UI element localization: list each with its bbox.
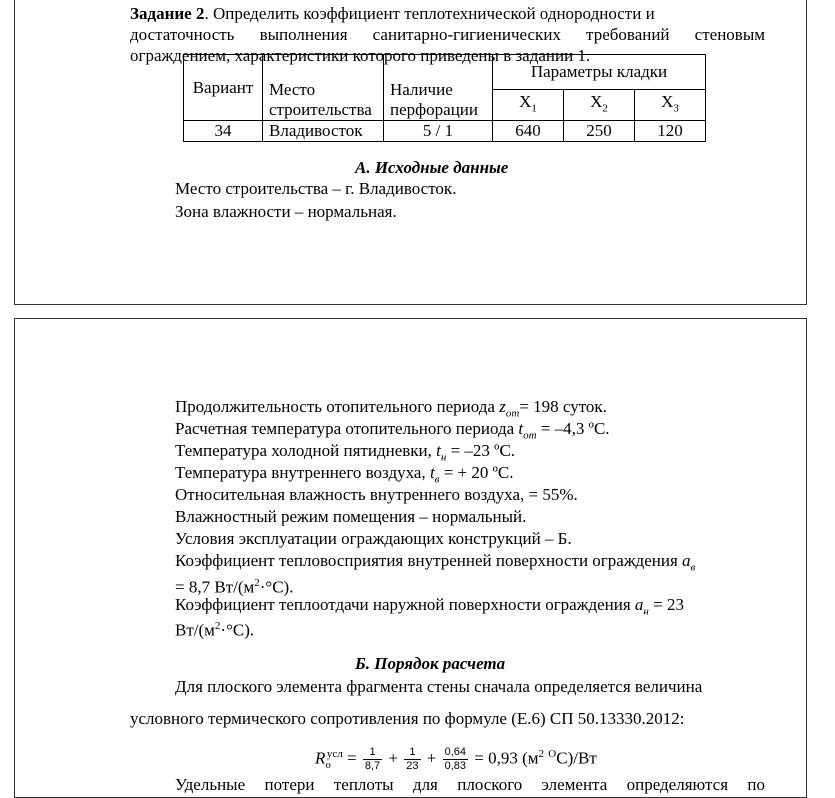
- heating-temp-line: Расчетная температура отопительного периода $t_{от} = -4,3$ ºС.: [175, 419, 610, 442]
- page-1: [14, 0, 807, 305]
- heating-period-line: Продолжительность отопительного периода $z_{от}= 198$ суток.: [175, 397, 607, 420]
- task-line-3: ограждением, характеристики которого приведены в задании 1.: [130, 46, 591, 65]
- calc-line-1: Для плоского элемента фрагмента стены сначала определяется величина: [175, 677, 703, 696]
- fraction-3: $\frac{0,64}{0,83}$: [444, 746, 467, 773]
- inner-coeff-line-2: = 8,7 $Вт/(м^2\cdot^\circ С)$.: [175, 577, 294, 597]
- header-perforation: Наличие перфорации: [384, 55, 493, 121]
- section-a-line-2: Зона влажности – нормальная.: [175, 202, 397, 221]
- header-x3: $Х_3$: [635, 90, 706, 121]
- header-x1: $Х_1$: [493, 90, 564, 121]
- task-text-1: . Определить коэффициент теплотехнической однородности и: [204, 4, 655, 23]
- table-row: [184, 121, 706, 142]
- cell-variant: 34: [184, 121, 263, 142]
- formula: $R_о^{усл}$ = $\frac{1}{8,7}$ + $\frac{1}{23}$ + $\frac{0,64}{0,83}$ = 0,93 ($м^2$ $^О$С)/Вт: [315, 746, 597, 773]
- conditions-line: Условия эксплуатации ограждающих конструкций – Б.: [175, 529, 572, 548]
- mode-line: Влажностный режим помещения – нормальный.: [175, 507, 527, 526]
- fraction-1: $\frac{1}{8,7}$: [364, 746, 381, 773]
- inner-coeff-line: Коэффициент тепловосприятия внутренней поверхности ограждения $a_в$: [175, 551, 696, 574]
- section-a-heading: А. Исходные данные: [355, 158, 509, 177]
- task-line-1: [130, 4, 765, 24]
- task-line-2: достаточность выполнения санитарно-гигиенических требований стеновым: [130, 25, 765, 44]
- page-2: [14, 318, 807, 798]
- outer-coeff-line: Коэффициент теплоотдачи наружной поверхности ограждения $a_н = 23$: [175, 595, 684, 618]
- cell-x3: 120: [635, 121, 706, 142]
- fraction-2: $\frac{1}{23}$: [406, 746, 419, 773]
- header-variant: Вариант: [184, 55, 263, 121]
- cell-x1: 640: [493, 121, 564, 142]
- last-line: Удельные потери теплоты для плоского элемента определяются по: [175, 775, 765, 794]
- cell-perforation: 5 / 1: [384, 121, 493, 142]
- cell-x2: 250: [564, 121, 635, 142]
- inner-temp-line: Температура внутреннего воздуха, $t_в$ = + 20 ºС.: [175, 463, 514, 486]
- cold-five-day-line: Температура холодной пятидневки, $t_н = -23$ ºС.: [175, 441, 516, 464]
- humidity-line: Относительная влажность внутреннего воздуха, = 55%.: [175, 485, 578, 504]
- calc-line-2: условного термического сопротивления по формуле (Е.6) СП 50.13330.2012:: [130, 709, 685, 728]
- cell-place: Владивосток: [263, 121, 384, 142]
- section-a-line-1: Место строительства – г. Владивосток.: [175, 179, 457, 198]
- header-params: Параметры кладки: [493, 55, 706, 90]
- parameters-table: [183, 54, 706, 142]
- section-b-heading: Б. Порядок расчета: [355, 654, 506, 673]
- task-title: Задание 2: [130, 4, 205, 23]
- header-x2: $Х_2$: [564, 90, 635, 121]
- header-place: Место строительства: [263, 55, 384, 121]
- outer-coeff-line-2: $Вт/(м^2\cdot^\circ С)$.: [175, 620, 255, 640]
